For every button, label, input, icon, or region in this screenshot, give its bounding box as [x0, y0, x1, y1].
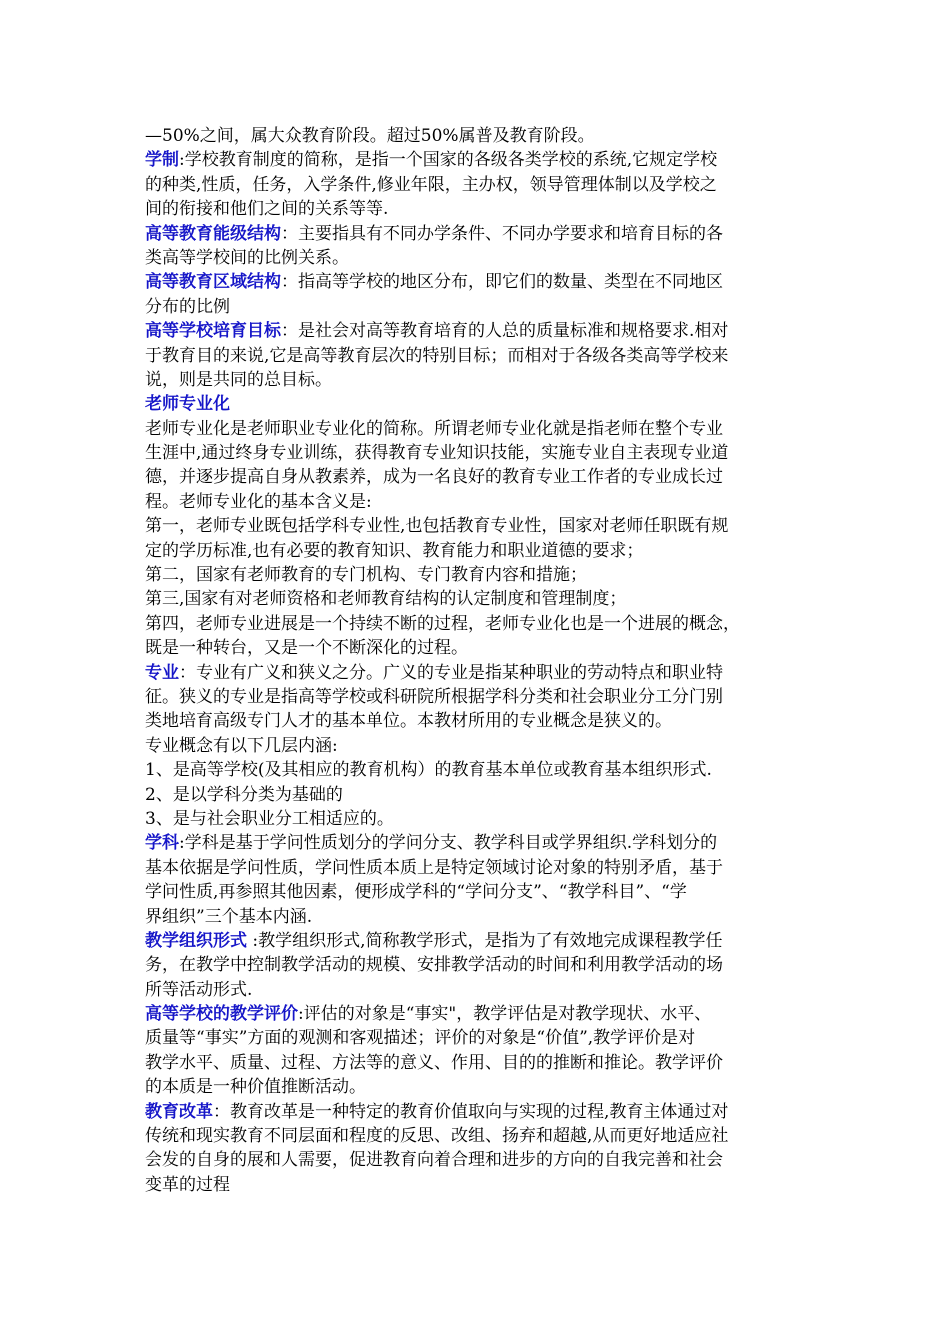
- line-text: 第二，国家有老师教育的专门机构、专门教育内容和措施；: [145, 565, 587, 586]
- line-text: 学问性质,再参照其他因素，便形成学科的“学问分支”、“教学科目”、“学: [145, 882, 687, 903]
- term-heading: 教学组织形式: [145, 930, 247, 951]
- text-line: [145, 709, 812, 733]
- text-line: [145, 344, 812, 368]
- text-line: [145, 929, 812, 953]
- text-line: [145, 978, 812, 1002]
- text-line: [145, 1173, 812, 1197]
- line-text: 第三,国家有对老师资格和老师教育结构的认定制度和管理制度；: [145, 589, 627, 610]
- text-line: [145, 1026, 812, 1050]
- text-line: [145, 612, 812, 636]
- text-line: [145, 441, 812, 465]
- line-text: 的本质是一种价值推断活动。: [145, 1077, 366, 1098]
- text-line: [145, 734, 812, 758]
- text-line: [145, 587, 812, 611]
- line-text: 说，则是共同的总目标。: [145, 369, 332, 390]
- text-line: [145, 222, 812, 246]
- line-text: 程。老师专业化的基本含义是:: [145, 491, 372, 512]
- text-line: [145, 417, 812, 441]
- line-text: 会发的自身的展和人需要，促进教育向着合理和进步的方向的自我完善和社会: [145, 1150, 723, 1171]
- text-line: [145, 246, 812, 270]
- text-line: [145, 807, 812, 831]
- text-line: [145, 1100, 812, 1124]
- text-line: [145, 1124, 812, 1148]
- line-text: 教学水平、质量、过程、方法等的意义、作用、目的的推断和推论。教学评价: [145, 1052, 723, 1073]
- line-text: 基本依据是学问性质，学问性质本质上是特定领域讨论对象的特别矛盾，基于: [145, 857, 723, 878]
- text-line: [145, 1002, 812, 1026]
- line-text: ：指高等学校的地区分布，即它们的数量、类型在不同地区: [281, 272, 723, 293]
- term-heading: 学制: [145, 150, 179, 171]
- line-text: 既是一种转台，又是一个不断深化的过程。: [145, 638, 468, 659]
- line-text: 第四，老师专业进展是一个持续不断的过程，老师专业化也是一个进展的概念，: [145, 613, 740, 634]
- line-text: 分布的比例: [145, 296, 230, 317]
- text-line: [145, 368, 812, 392]
- line-text: 定的学历标准,也有必要的教育知识、教育能力和职业道德的要求；: [145, 540, 644, 561]
- text-line: [145, 758, 812, 782]
- term-heading: 高等教育能级结构: [145, 223, 281, 244]
- line-text: 界组织”三个基本内涵.: [145, 906, 313, 927]
- text-line: [145, 173, 812, 197]
- term-heading: 专业: [145, 662, 179, 683]
- line-text: :教学组织形式,简称教学形式，是指为了有效地完成课程教学任: [247, 930, 723, 951]
- text-line: [145, 953, 812, 977]
- line-text: ：主要指具有不同办学条件、不同办学要求和培育目标的各: [281, 223, 723, 244]
- line-text: ：是社会对高等教育培育的人总的质量标准和规格要求.相对: [281, 321, 729, 342]
- text-line: [145, 1051, 812, 1075]
- text-line: [145, 490, 812, 514]
- text-line: [145, 905, 812, 929]
- line-text: 质量等“事实”方面的观测和客观描述；评价的对象是“价值”,教学评价是对: [145, 1028, 696, 1049]
- term-heading: 学科: [145, 833, 179, 854]
- line-text: 传统和现实教育不同层面和程度的反思、改组、扬弃和超越,从而更好地适应社: [145, 1126, 729, 1147]
- term-heading: 高等学校的教学评价: [145, 1004, 298, 1025]
- line-text: :评估的对象是“事实"，教学评估是对教学现状、水平、: [298, 1004, 712, 1025]
- line-text: 类高等学校间的比例关系。: [145, 247, 349, 268]
- line-text: 所等活动形式.: [145, 979, 253, 1000]
- line-text: 的种类,性质，任务，入学条件,修业年限，主办权，领导管理体制以及学校之: [145, 174, 717, 195]
- term-heading: 高等教育区域结构: [145, 272, 281, 293]
- line-text: 生涯中,通过终身专业训练，获得教育专业知识技能，实施专业自主表现专业道: [145, 443, 729, 464]
- text-line: [145, 563, 812, 587]
- line-text: ：专业有广义和狭义之分。广义的专业是指某种职业的劳动特点和职业特: [179, 662, 723, 683]
- document-body: [145, 124, 812, 1197]
- line-text: —50%之间，属大众教育阶段。超过50%属普及教育阶段。: [145, 126, 595, 146]
- line-text: 变革的过程: [145, 1174, 230, 1195]
- text-line: [145, 392, 812, 416]
- line-text: ：教育改革是一种特定的教育价值取向与实现的过程,教育主体通过对: [213, 1101, 729, 1122]
- text-line: [145, 270, 812, 294]
- text-line: [145, 831, 812, 855]
- text-line: [145, 465, 812, 489]
- term-heading: 高等学校培育目标: [145, 321, 281, 342]
- line-text: 务，在教学中控制教学活动的规模、安排教学活动的时间和利用教学活动的场: [145, 955, 723, 976]
- text-line: [145, 295, 812, 319]
- text-line: [145, 148, 812, 172]
- text-line: [145, 539, 812, 563]
- line-text: 第一，老师专业既包括学科专业性,也包括教育专业性，国家对老师任职既有规: [145, 516, 729, 537]
- text-line: [145, 783, 812, 807]
- line-text: 间的衔接和他们之间的关系等等.: [145, 199, 389, 220]
- term-heading: 教育改革: [145, 1101, 213, 1122]
- text-line: [145, 856, 812, 880]
- line-text: 老师专业化是老师职业专业化的简称。所谓老师专业化就是指老师在整个专业: [145, 418, 723, 439]
- text-line: [145, 880, 812, 904]
- text-line: [145, 514, 812, 538]
- text-line: [145, 661, 812, 685]
- line-text: 于教育目的来说,它是高等教育层次的特别目标；而相对于各级各类高等学校来: [145, 345, 729, 366]
- line-text: :学科是基于学问性质划分的学问分支、教学科目或学界组织.学科划分的: [179, 833, 718, 854]
- line-text: 征。狭义的专业是指高等学校或科研院所根据学科分类和社会职业分工分门别: [145, 686, 723, 707]
- line-text: 类地培育高级专门人才的基本单位。本教材所用的专业概念是狭义的。: [145, 711, 672, 732]
- line-text: 德，并逐步提高自身从教素养，成为一名良好的教育专业工作者的专业成长过: [145, 467, 723, 488]
- text-line: [145, 636, 812, 660]
- line-text: 专业概念有以下几层内涵:: [145, 735, 338, 756]
- line-text: 2、是以学科分类为基础的: [145, 784, 343, 805]
- text-line: [145, 1075, 812, 1099]
- text-line: [145, 124, 812, 148]
- term-heading: 老师专业化: [145, 394, 230, 415]
- text-line: [145, 685, 812, 709]
- line-text: 3、是与社会职业分工相适应的。: [145, 808, 394, 829]
- text-line: [145, 197, 812, 221]
- line-text: :学校教育制度的简称，是指一个国家的各级各类学校的系统,它规定学校: [179, 150, 718, 171]
- text-line: [145, 319, 812, 343]
- text-line: [145, 1148, 812, 1172]
- line-text: 1、是高等学校(及其相应的教育机构）的教育基本单位或教育基本组织形式.: [145, 760, 712, 781]
